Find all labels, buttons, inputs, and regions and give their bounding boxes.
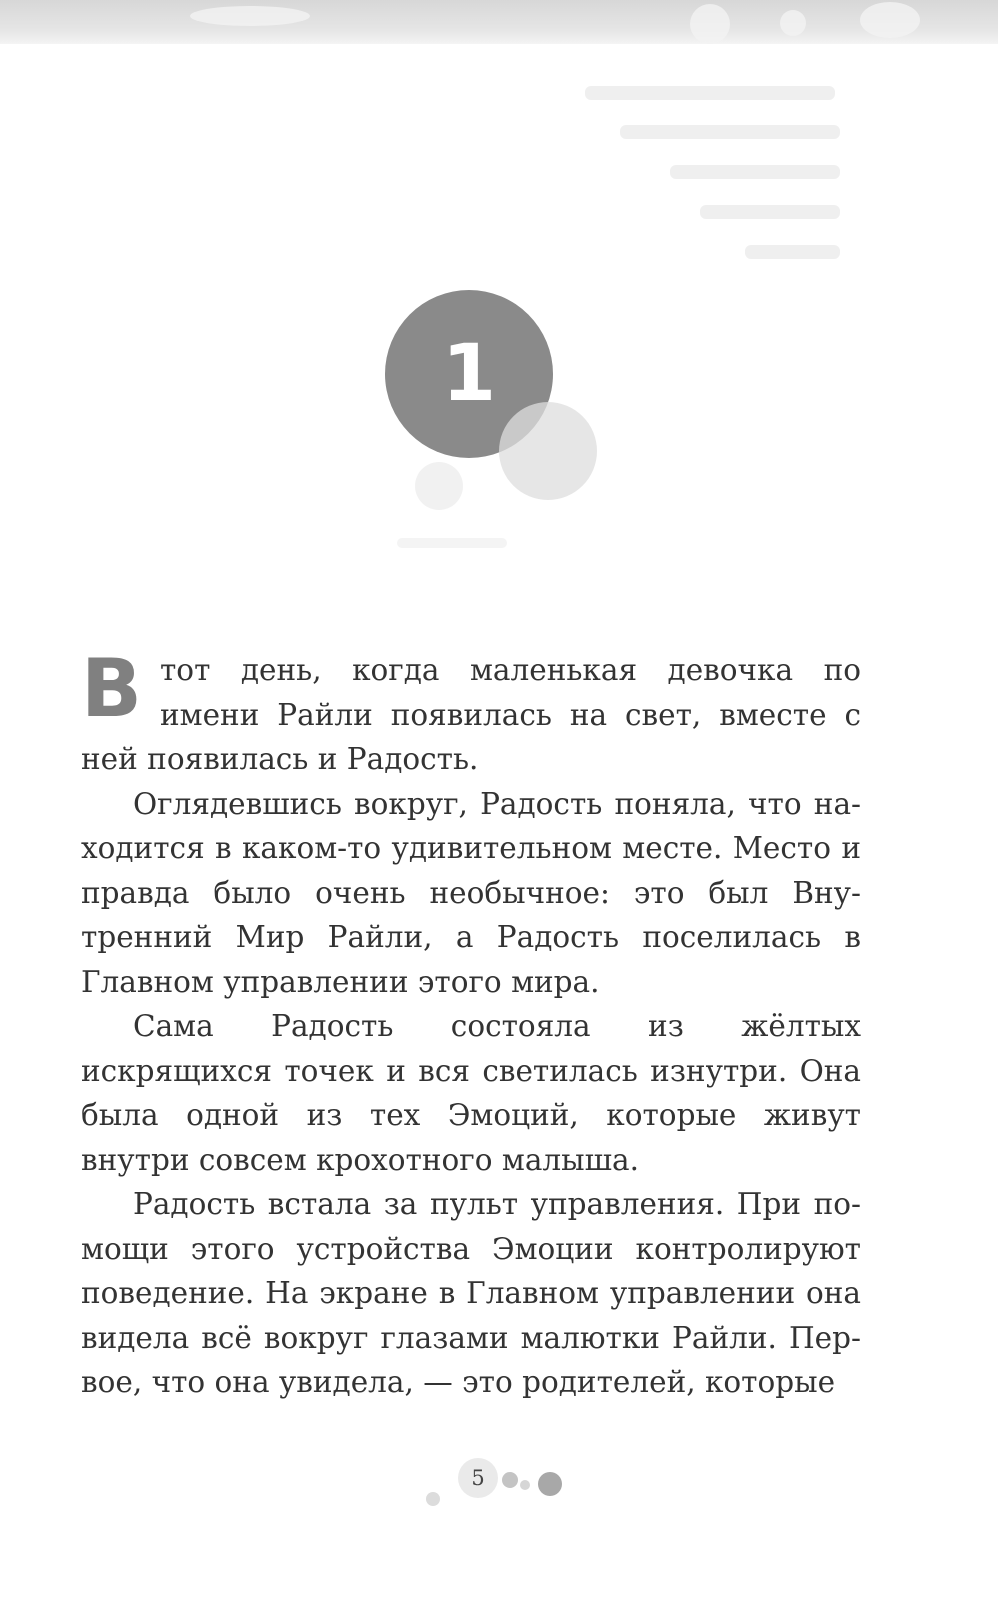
drop-cap: В <box>81 642 142 735</box>
bleed-through-line <box>620 125 840 139</box>
decorative-bubble <box>415 462 463 510</box>
bleed-through-line <box>700 205 840 219</box>
paragraph: Сама Радость состояла из жёлтых искрящихся точек и вся светилась изнутри. Она была одной из тех Эмоций, которые живут внутри совсем крохотного малыша. <box>81 1009 861 1177</box>
bleed-through-line <box>670 165 840 179</box>
bleed-through-line <box>745 245 840 259</box>
paragraph <box>81 642 861 782</box>
page-number-circle <box>458 1458 498 1498</box>
decorative-dot <box>520 1480 530 1490</box>
decorative-bubble <box>499 402 597 500</box>
decorative-dot <box>502 1472 518 1488</box>
decorative-dot <box>426 1492 440 1506</box>
bleed-through-line <box>585 86 835 100</box>
page-number: 5 <box>471 1466 485 1490</box>
chapter-number: 1 <box>441 329 497 419</box>
page-footer <box>420 1456 580 1536</box>
paragraph: Радость встала за пульт управления. При помощи этого устройства Эмоции контролируют поведение. На экране в Главном управлении она видела всё вокруг глазами малютки Райли. Первое, что она увидела, — это родителей, которые <box>81 1187 861 1399</box>
decorative-dot <box>538 1472 562 1496</box>
paragraph: Оглядевшись вокруг, Радость поняла, что находится в каком-то удивительном месте. Место и правда было очень необычное: это был Внутренний Мир Райли, а Радость поселилась в Главном управлении этого мира. <box>81 786 861 999</box>
decorative-shadow <box>397 538 507 548</box>
top-decorative-band <box>0 0 998 44</box>
paragraph-text: тот день, когда маленькая девочка по имени Райли появилась на свет, вместе с ней появилась и Радость. <box>81 653 861 776</box>
chapter-emblem <box>385 290 625 550</box>
chapter-body <box>81 642 861 1405</box>
